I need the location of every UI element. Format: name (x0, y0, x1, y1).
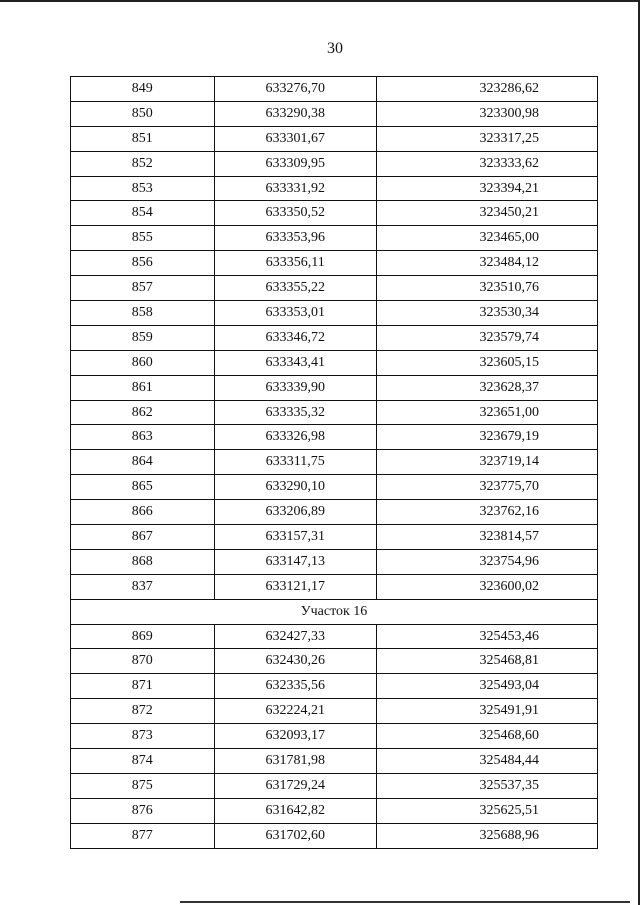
point-number-cell: 849 (71, 77, 215, 102)
point-number-cell: 873 (71, 724, 215, 749)
y-coordinate-cell: 323628,37 (376, 375, 597, 400)
section-row (71, 599, 598, 624)
section-title: Участок 16 (71, 599, 598, 624)
x-coordinate-cell: 631781,98 (214, 749, 376, 774)
table-row (71, 226, 598, 251)
y-coordinate-cell: 325625,51 (376, 798, 597, 823)
table-row (71, 798, 598, 823)
x-coordinate-cell: 632427,33 (214, 624, 376, 649)
table-row (71, 749, 598, 774)
x-coordinate-cell: 633121,17 (214, 574, 376, 599)
x-coordinate-cell: 633343,41 (214, 350, 376, 375)
y-coordinate-cell: 323579,74 (376, 325, 597, 350)
table-row (71, 549, 598, 574)
y-coordinate-cell: 325484,44 (376, 749, 597, 774)
point-number-cell: 858 (71, 301, 215, 326)
x-coordinate-cell: 633355,22 (214, 276, 376, 301)
y-coordinate-cell: 323484,12 (376, 251, 597, 276)
table-row (71, 301, 598, 326)
point-number-cell: 868 (71, 549, 215, 574)
point-number-cell: 874 (71, 749, 215, 774)
point-number-cell: 863 (71, 425, 215, 450)
point-number-cell: 852 (71, 151, 215, 176)
x-coordinate-cell: 633346,72 (214, 325, 376, 350)
table-row (71, 101, 598, 126)
x-coordinate-cell: 633331,92 (214, 176, 376, 201)
point-number-cell: 866 (71, 500, 215, 525)
x-coordinate-cell: 633353,96 (214, 226, 376, 251)
y-coordinate-cell: 323719,14 (376, 450, 597, 475)
point-number-cell: 850 (71, 101, 215, 126)
point-number-cell: 870 (71, 649, 215, 674)
table-body-after (71, 624, 598, 848)
point-number-cell: 857 (71, 276, 215, 301)
point-number-cell: 867 (71, 525, 215, 550)
x-coordinate-cell: 633311,75 (214, 450, 376, 475)
table-row (71, 525, 598, 550)
point-number-cell: 872 (71, 699, 215, 724)
x-coordinate-cell: 631702,60 (214, 823, 376, 848)
table-body-before (71, 77, 598, 600)
x-coordinate-cell: 633290,38 (214, 101, 376, 126)
table-row (71, 176, 598, 201)
point-number-cell: 854 (71, 201, 215, 226)
x-coordinate-cell: 633206,89 (214, 500, 376, 525)
table-row (71, 201, 598, 226)
y-coordinate-cell: 323651,00 (376, 400, 597, 425)
y-coordinate-cell: 323605,15 (376, 350, 597, 375)
y-coordinate-cell: 325453,46 (376, 624, 597, 649)
y-coordinate-cell: 325493,04 (376, 674, 597, 699)
x-coordinate-cell: 633147,13 (214, 549, 376, 574)
table-row (71, 450, 598, 475)
y-coordinate-cell: 323300,98 (376, 101, 597, 126)
y-coordinate-cell: 323530,34 (376, 301, 597, 326)
x-coordinate-cell: 633301,67 (214, 126, 376, 151)
table-row (71, 773, 598, 798)
point-number-cell: 865 (71, 475, 215, 500)
point-number-cell: 871 (71, 674, 215, 699)
point-number-cell: 862 (71, 400, 215, 425)
table-row (71, 77, 598, 102)
table-row (71, 375, 598, 400)
table-row (71, 425, 598, 450)
table-row (71, 574, 598, 599)
y-coordinate-cell: 323394,21 (376, 176, 597, 201)
table-row (71, 325, 598, 350)
y-coordinate-cell: 325537,35 (376, 773, 597, 798)
x-coordinate-cell: 632430,26 (214, 649, 376, 674)
point-number-cell: 859 (71, 325, 215, 350)
point-number-cell: 869 (71, 624, 215, 649)
table-row (71, 724, 598, 749)
x-coordinate-cell: 633339,90 (214, 375, 376, 400)
coordinates-table (70, 76, 598, 849)
table-row (71, 276, 598, 301)
y-coordinate-cell: 323679,19 (376, 425, 597, 450)
y-coordinate-cell: 323754,96 (376, 549, 597, 574)
table-row (71, 151, 598, 176)
y-coordinate-cell: 323286,62 (376, 77, 597, 102)
point-number-cell: 853 (71, 176, 215, 201)
table-row (71, 649, 598, 674)
y-coordinate-cell: 325688,96 (376, 823, 597, 848)
y-coordinate-cell: 323600,02 (376, 574, 597, 599)
point-number-cell: 851 (71, 126, 215, 151)
table-row (71, 823, 598, 848)
x-coordinate-cell: 632335,56 (214, 674, 376, 699)
y-coordinate-cell: 323762,16 (376, 500, 597, 525)
point-number-cell: 875 (71, 773, 215, 798)
y-coordinate-cell: 323465,00 (376, 226, 597, 251)
scan-edge-bottom (180, 901, 630, 903)
point-number-cell: 877 (71, 823, 215, 848)
page-number: 30 (327, 40, 343, 57)
table-row (71, 674, 598, 699)
table-row (71, 126, 598, 151)
x-coordinate-cell: 633290,10 (214, 475, 376, 500)
table-row (71, 624, 598, 649)
x-coordinate-cell: 631729,24 (214, 773, 376, 798)
point-number-cell: 876 (71, 798, 215, 823)
x-coordinate-cell: 633157,31 (214, 525, 376, 550)
point-number-cell: 837 (71, 574, 215, 599)
section-header-group (71, 599, 598, 624)
y-coordinate-cell: 325468,60 (376, 724, 597, 749)
x-coordinate-cell: 632093,17 (214, 724, 376, 749)
point-number-cell: 864 (71, 450, 215, 475)
point-number-cell: 856 (71, 251, 215, 276)
x-coordinate-cell: 633353,01 (214, 301, 376, 326)
point-number-cell: 861 (71, 375, 215, 400)
table-row (71, 699, 598, 724)
x-coordinate-cell: 633350,52 (214, 201, 376, 226)
x-coordinate-cell: 633356,11 (214, 251, 376, 276)
x-coordinate-cell: 633309,95 (214, 151, 376, 176)
x-coordinate-cell: 633335,32 (214, 400, 376, 425)
table-row (71, 251, 598, 276)
table-row (71, 400, 598, 425)
y-coordinate-cell: 323450,21 (376, 201, 597, 226)
y-coordinate-cell: 323333,62 (376, 151, 597, 176)
x-coordinate-cell: 633326,98 (214, 425, 376, 450)
table-row (71, 475, 598, 500)
y-coordinate-cell: 323510,76 (376, 276, 597, 301)
x-coordinate-cell: 633276,70 (214, 77, 376, 102)
y-coordinate-cell: 323814,57 (376, 525, 597, 550)
point-number-cell: 855 (71, 226, 215, 251)
point-number-cell: 860 (71, 350, 215, 375)
x-coordinate-cell: 631642,82 (214, 798, 376, 823)
y-coordinate-cell: 323775,70 (376, 475, 597, 500)
y-coordinate-cell: 323317,25 (376, 126, 597, 151)
y-coordinate-cell: 325491,91 (376, 699, 597, 724)
x-coordinate-cell: 632224,21 (214, 699, 376, 724)
table-row (71, 500, 598, 525)
table-row (71, 350, 598, 375)
scan-edge-top (0, 0, 640, 2)
y-coordinate-cell: 325468,81 (376, 649, 597, 674)
